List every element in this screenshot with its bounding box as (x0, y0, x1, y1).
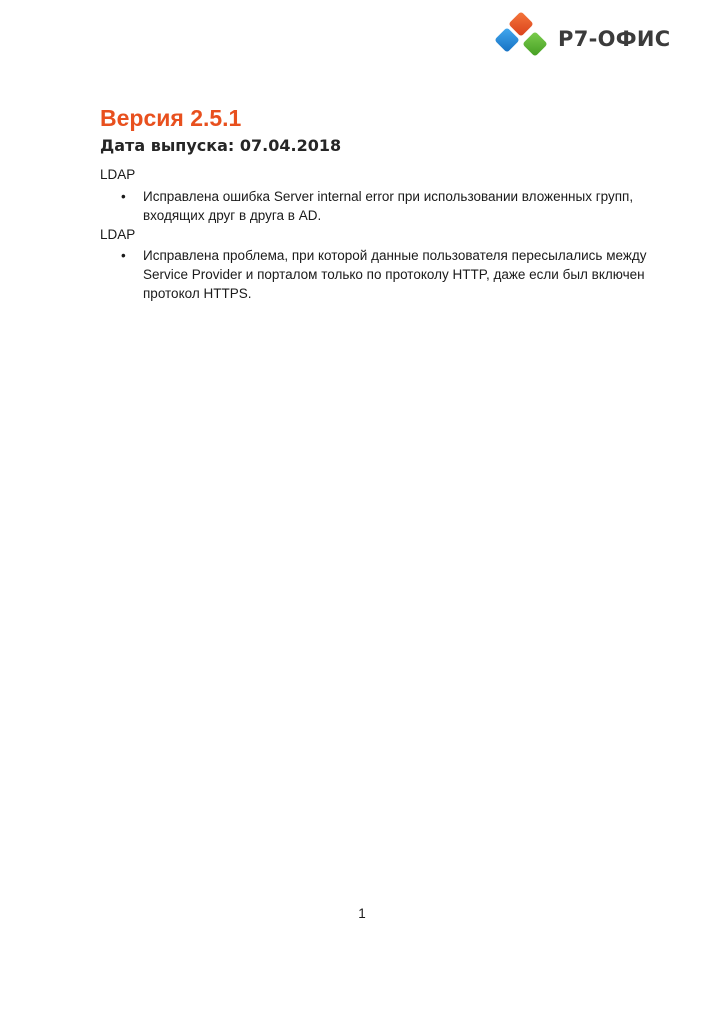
section-2-list (118, 246, 658, 303)
logo-right-diamond (522, 31, 547, 56)
list-item-text: Исправлена ошибка Server internal error при использовании вложенных групп, входящих друг в друга в AD. (143, 189, 634, 223)
list-item-text: Исправлена проблема, при которой данные пользователя пересылались между Service Provider и порталом только по протоколу HTTP, даже если был включен протокол HTTPS. (143, 248, 647, 301)
bullet-icon: • (121, 189, 126, 204)
section-heading-ldap-1: LDAP (100, 167, 136, 182)
list-item (118, 187, 658, 225)
r7-office-logo-icon (490, 11, 552, 67)
page-number: 1 (358, 906, 366, 921)
logo-text: Р7-ОФИС (558, 27, 671, 51)
page-title: Версия 2.5.1 (100, 105, 242, 131)
list-item (118, 246, 658, 303)
section-heading-ldap-2: LDAP (100, 227, 136, 242)
release-date: Дата выпуска: 07.04.2018 (100, 136, 342, 155)
section-1-list (118, 187, 658, 225)
bullet-icon: • (121, 248, 126, 263)
r7-office-logo (490, 10, 672, 68)
